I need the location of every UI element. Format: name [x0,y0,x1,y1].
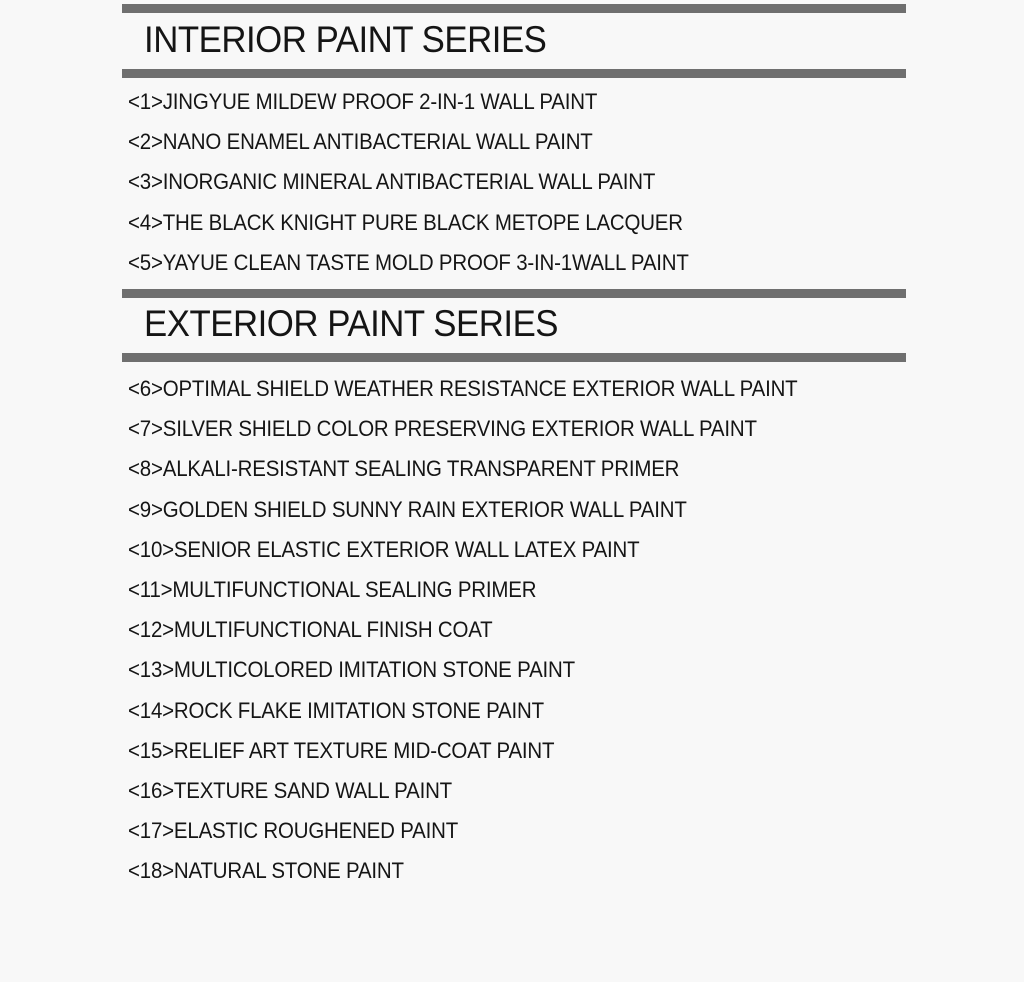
item-number: < 6 > [128,376,163,401]
item-text: MULTICOLORED IMITATION STONE PAINT [173,657,575,683]
list-item [128,610,797,650]
item-number: < 1 > [128,89,163,114]
list-item [128,369,797,409]
item-number: < 7 > [128,416,163,441]
item-number: < 2 > [128,129,163,154]
item-number: < 15 > [128,738,174,763]
item-text: ALKALI-RESISTANT SEALING TRANSPARENT PRIMER [162,456,680,482]
item-text: YAYUE CLEAN TASTE MOLD PROOF 3-IN-1WALL PAINT [162,249,689,275]
interior-title-divider [122,69,906,78]
item-text: INORGANIC MINERAL ANTIBACTERIAL WALL PAINT [162,169,656,195]
interior-item-list [128,82,731,283]
list-item [128,203,689,243]
top-divider [122,4,906,13]
list-item [128,162,689,202]
list-item [128,771,797,811]
list-item [128,82,689,122]
item-number: < 16 > [128,778,174,803]
item-number: < 17 > [128,818,174,843]
item-text: ELASTIC ROUGHENED PAINT [173,818,459,844]
item-number: < 18 > [128,858,174,883]
exterior-section-title: EXTERIOR PAINT SERIES [144,303,559,344]
item-text: TEXTURE SAND WALL PAINT [173,777,452,803]
item-number: < 14 > [128,698,174,723]
item-number: < 12 > [128,617,174,642]
list-item [128,490,797,530]
list-item [128,691,797,731]
item-text: THE BLACK KNIGHT PURE BLACK METOPE LACQUER [162,209,683,235]
exterior-item-list [128,369,848,891]
exterior-title-divider [122,353,906,362]
item-text: MULTIFUNCTIONAL FINISH COAT [173,617,493,643]
list-item [128,243,689,283]
item-text: SENIOR ELASTIC EXTERIOR WALL LATEX PAINT [173,536,640,562]
list-item [128,530,797,570]
item-text: ROCK FLAKE IMITATION STONE PAINT [173,697,544,723]
interior-section-title: INTERIOR PAINT SERIES [144,19,547,60]
list-item [128,650,797,690]
item-number: < 9 > [128,497,163,522]
list-item [128,731,797,771]
list-item [128,409,797,449]
item-text: SILVER SHIELD COLOR PRESERVING EXTERIOR WALL PAINT [162,416,757,442]
section-divider [122,289,906,298]
item-number: < 8 > [128,456,163,481]
item-number: < 10 > [128,537,174,562]
item-text: OPTIMAL SHIELD WEATHER RESISTANCE EXTERIOR WALL PAINT [162,376,798,401]
item-number: < 3 > [128,169,163,194]
item-text: RELIEF ART TEXTURE MID-COAT PAINT [173,737,555,763]
item-number: < 4 > [128,210,163,235]
item-text: NATURAL STONE PAINT [173,858,404,884]
list-item [128,570,797,610]
item-text: MULTIFUNCTIONAL SEALING PRIMER [172,576,537,602]
list-item [128,851,797,891]
item-number: < 13 > [128,657,174,682]
item-number: < 5 > [128,250,163,275]
item-text: GOLDEN SHIELD SUNNY RAIN EXTERIOR WALL PAINT [162,496,687,522]
list-item [128,811,797,851]
item-number: < 11 > [128,577,172,602]
list-item [128,122,689,162]
item-text: NANO ENAMEL ANTIBACTERIAL WALL PAINT [162,129,593,155]
item-text: JINGYUE MILDEW PROOF 2-IN-1 WALL PAINT [162,89,598,114]
list-item [128,449,797,489]
